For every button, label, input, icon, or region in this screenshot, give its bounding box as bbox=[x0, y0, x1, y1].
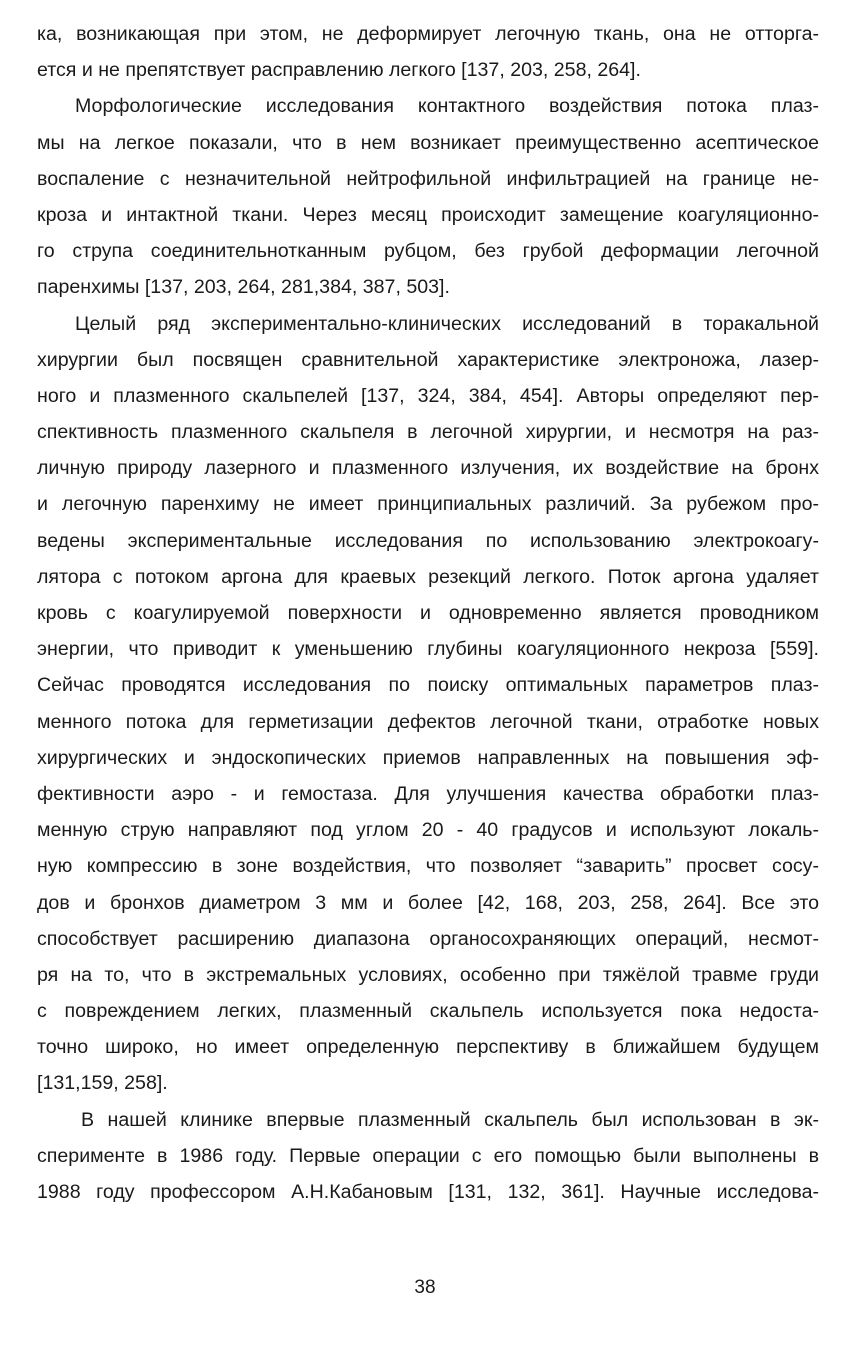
text-line: хирургии был посвящен сравнительной характеристике электроножа, лазер- bbox=[37, 348, 819, 371]
text-line: [131,159, 258]. bbox=[37, 1072, 168, 1095]
text-line: мы на легкое показали, что в нем возникает преимущественно асептическое bbox=[37, 131, 819, 154]
text-line: точно широко, но имеет определенную перспективу в ближайшем будущем bbox=[37, 1036, 819, 1059]
document-page bbox=[37, 16, 819, 1210]
text-line: Морфологические исследования контактного воздействия потока плаз- bbox=[75, 95, 819, 118]
text-line: личную природу лазерного и плазменного излучения, их воздействие на бронх bbox=[37, 457, 819, 480]
text-line: В нашей клинике впервые плазменный скальпель был использован в эк- bbox=[81, 1108, 819, 1131]
text-line: и легочную паренхиму не имеет принципиальных различий. За рубежом про- bbox=[37, 493, 819, 516]
text-line: ка, возникающая при этом, не деформирует легочную ткань, она не отторга- bbox=[37, 23, 819, 45]
paragraph-studies bbox=[37, 306, 819, 1102]
text-line: кроза и интактной ткани. Через месяц происходит замещение коагуляционно- bbox=[37, 203, 819, 226]
text-line: способствует расширению диапазона органосохраняющих операций, несмот- bbox=[37, 927, 819, 950]
text-line: ведены экспериментальные исследования по использованию электрокоагу- bbox=[37, 529, 819, 552]
text-line: лятора с потоком аргона для краевых резекций легкого. Поток аргона удаляет bbox=[37, 565, 819, 588]
text-line: спективность плазменного скальпеля в легочной хирургии, и несмотря на раз- bbox=[37, 421, 819, 444]
paragraph-morphology bbox=[37, 88, 819, 305]
text-line: ря на то, что в экстремальных условиях, особенно при тяжёлой травме груди bbox=[37, 963, 819, 986]
text-line: менного потока для герметизации дефектов легочной ткани, отработке новых bbox=[37, 710, 819, 733]
paragraph-continuation bbox=[37, 16, 819, 88]
text-line: ного и плазменного скальпелей [137, 324, 384, 454]. Авторы определяют пер- bbox=[37, 384, 819, 407]
text-line: с повреждением легких, плазменный скальпель используется пока недоста- bbox=[37, 1000, 819, 1023]
text-line: Сейчас проводятся исследования по поиску оптимальных параметров плаз- bbox=[37, 674, 819, 697]
text-line: сперименте в 1986 году. Первые операции с его помощью были выполнены в bbox=[37, 1144, 819, 1167]
text-line: хирургических и эндоскопических приемов направленных на повышения эф- bbox=[37, 746, 819, 769]
text-line: паренхимы [137, 203, 264, 281,384, 387, 503]. bbox=[37, 276, 450, 299]
text-line: кровь с коагулируемой поверхности и одновременно является проводником bbox=[37, 602, 819, 624]
text-line: дов и бронхов диаметром 3 мм и более [42, 168, 203, 258, 264]. Все это bbox=[37, 891, 819, 914]
paragraph-clinic bbox=[37, 1102, 819, 1211]
text-line: энергии, что приводит к уменьшению глубины коагуляционного некроза [559]. bbox=[37, 638, 819, 661]
text-line: воспаление с незначительной нейтрофильной инфильтрацией на границе не- bbox=[37, 167, 819, 190]
text-line: Целый ряд экспериментально-клинических исследований в торакальной bbox=[75, 312, 819, 335]
text-line: менную струю направляют под углом 20 - 40 градусов и используют локаль- bbox=[37, 819, 819, 842]
page-number: 38 bbox=[414, 1277, 436, 1298]
text-line: ную компрессию в зоне воздействия, что позволяет “заварить” просвет сосу- bbox=[37, 855, 819, 878]
text-line: фективности аэро - и гемостаза. Для улучшения качества обработки плаз- bbox=[37, 782, 819, 805]
text-line: ется и не препятствует расправлению легкого [137, 203, 258, 264]. bbox=[37, 59, 641, 82]
text-line: 1988 году профессором А.Н.Кабановым [131, 132, 361]. Научные исследова- bbox=[37, 1181, 819, 1203]
text-line: го струпа соединительнотканным рубцом, без грубой деформации легочной bbox=[37, 240, 819, 263]
